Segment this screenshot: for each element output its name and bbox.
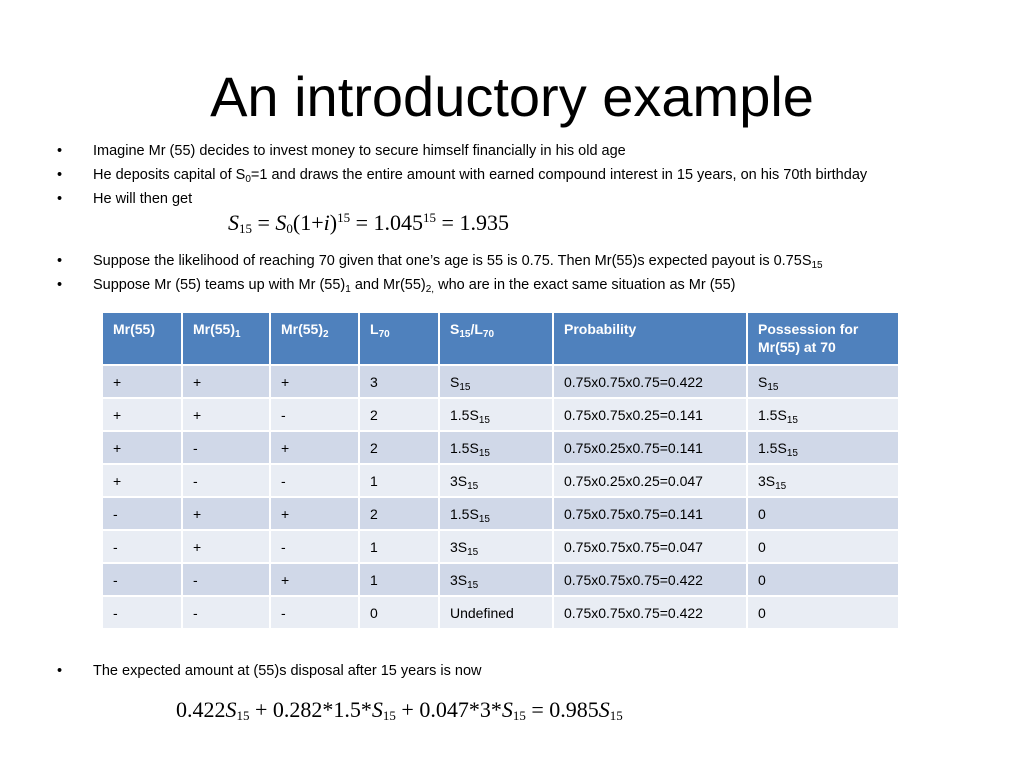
table-cell: -	[270, 464, 359, 497]
table-row	[102, 464, 899, 497]
bullet-marker: •	[57, 253, 63, 269]
bullet-text: Suppose the likelihood of reaching 70 given that one’s age is 55 is 0.75. Then Mr(55)s expected payout is $0.75S_{15}$	[93, 253, 823, 271]
table-cell: $1.5S_{15}$	[439, 431, 553, 464]
table-cell: -	[270, 398, 359, 431]
table-cell: $1.5S_{15}$	[747, 431, 899, 464]
table-cell: 3	[359, 365, 439, 398]
bullet-item	[57, 142, 626, 160]
table-cell: $1.5S_{15}$	[439, 398, 553, 431]
table-cell: 2	[359, 431, 439, 464]
table-cell: -	[270, 596, 359, 629]
outcome-table	[101, 311, 900, 630]
table-cell: 0	[747, 596, 899, 629]
table-cell: 1	[359, 563, 439, 596]
bullet-item	[57, 276, 736, 294]
table-cell: 0	[747, 563, 899, 596]
table-row	[102, 497, 899, 530]
bullet-text: The expected amount at (55)s disposal after 15 years is now	[93, 663, 482, 679]
table-cell: $1.5S_{15}$	[747, 398, 899, 431]
bullet-item	[57, 166, 867, 184]
table-row	[102, 398, 899, 431]
formula-expected-amount: $0.422S_{15} + 0.282*1.5*S_{15} + 0.047*3*S_{15} = 0.985S_{15}$	[176, 697, 623, 723]
table-cell: -	[102, 596, 182, 629]
table-cell: +	[270, 563, 359, 596]
table-cell: 0.75x0.75x0.75=0.047	[553, 530, 747, 563]
table-cell: +	[270, 365, 359, 398]
column-header: $L_{70}$	[359, 312, 439, 365]
bullet-marker: •	[57, 277, 63, 293]
table-cell: 0.75x0.75x0.25=0.141	[553, 398, 747, 431]
table-cell: 2	[359, 497, 439, 530]
table-cell: 0.75x0.75x0.75=0.422	[553, 596, 747, 629]
bullet-text: Suppose Mr (55) teams up with Mr $(55)_1$ and $Mr(55)_{2,}$ who are in the exact same situation as Mr (55)	[93, 277, 736, 295]
table-cell: +	[270, 431, 359, 464]
table-cell: $1.5S_{15}$	[439, 497, 553, 530]
table-cell: $S_{15}$	[439, 365, 553, 398]
table-cell: 1	[359, 530, 439, 563]
bullet-text: Imagine Mr (55) decides to invest money to secure himself financially in his old age	[93, 143, 626, 159]
bullet-item	[57, 190, 192, 208]
table-cell: 0	[747, 497, 899, 530]
table-row	[102, 530, 899, 563]
bullet-text: He deposits capital of $S_0=1$ and draws the entire amount with earned compound interest in 15 years, on his 70th birthday	[93, 167, 868, 185]
table-header-row	[102, 312, 899, 365]
table-cell: +	[102, 365, 182, 398]
table-cell: Undefined	[439, 596, 553, 629]
table-cell: +	[102, 464, 182, 497]
table-cell: -	[182, 431, 270, 464]
table-cell: -	[182, 596, 270, 629]
table-cell: 0.75x0.25x0.75=0.141	[553, 431, 747, 464]
column-header: Mr(55)	[102, 312, 182, 365]
bullet-item	[57, 252, 823, 270]
table-cell: 0	[747, 530, 899, 563]
table-cell: $3S_{15}$	[439, 464, 553, 497]
table-cell: -	[182, 464, 270, 497]
bullet-text: He will then get	[93, 191, 193, 207]
bullet-item	[57, 662, 481, 680]
table-row	[102, 563, 899, 596]
column-header: Probability	[553, 312, 747, 365]
table-cell: 0.75x0.75x0.75=0.422	[553, 563, 747, 596]
table-cell: +	[182, 365, 270, 398]
table-cell: $S_{15}$	[747, 365, 899, 398]
formula-compound-interest: $S_{15} = S_0(1+i)^{15} = 1.045^{15} = 1.935$	[228, 210, 509, 236]
table-row	[102, 365, 899, 398]
column-header: Possession for Mr(55) at 70	[747, 312, 899, 365]
table-cell: +	[270, 497, 359, 530]
table-cell: -	[102, 497, 182, 530]
table-row	[102, 596, 899, 629]
table-cell: +	[102, 398, 182, 431]
table-row	[102, 431, 899, 464]
table-cell: +	[182, 497, 270, 530]
bullet-marker: •	[57, 143, 63, 159]
table-cell: 0.75x0.75x0.75=0.141	[553, 497, 747, 530]
table-cell: +	[182, 530, 270, 563]
table-cell: -	[270, 530, 359, 563]
table-cell: -	[182, 563, 270, 596]
table-cell: -	[102, 530, 182, 563]
table-cell: -	[102, 563, 182, 596]
table-cell: 1	[359, 464, 439, 497]
table-cell: 0.75x0.25x0.25=0.047	[553, 464, 747, 497]
slide-title: An introductory example	[210, 65, 814, 128]
column-header: $Mr(55)_1$	[182, 312, 270, 365]
table-cell: 0	[359, 596, 439, 629]
table-cell: +	[102, 431, 182, 464]
table-cell: 2	[359, 398, 439, 431]
table-cell: 0.75x0.75x0.75=0.422	[553, 365, 747, 398]
bullet-marker: •	[57, 191, 63, 207]
table-cell: $3S_{15}$	[439, 563, 553, 596]
column-header: $Mr(55)_2$	[270, 312, 359, 365]
table-cell: $3S_{15}$	[747, 464, 899, 497]
table-cell: +	[182, 398, 270, 431]
bullet-marker: •	[57, 167, 63, 183]
column-header: $S_{15}/L_{70}$	[439, 312, 553, 365]
table-cell: $3S_{15}$	[439, 530, 553, 563]
bullet-marker: •	[57, 663, 63, 679]
